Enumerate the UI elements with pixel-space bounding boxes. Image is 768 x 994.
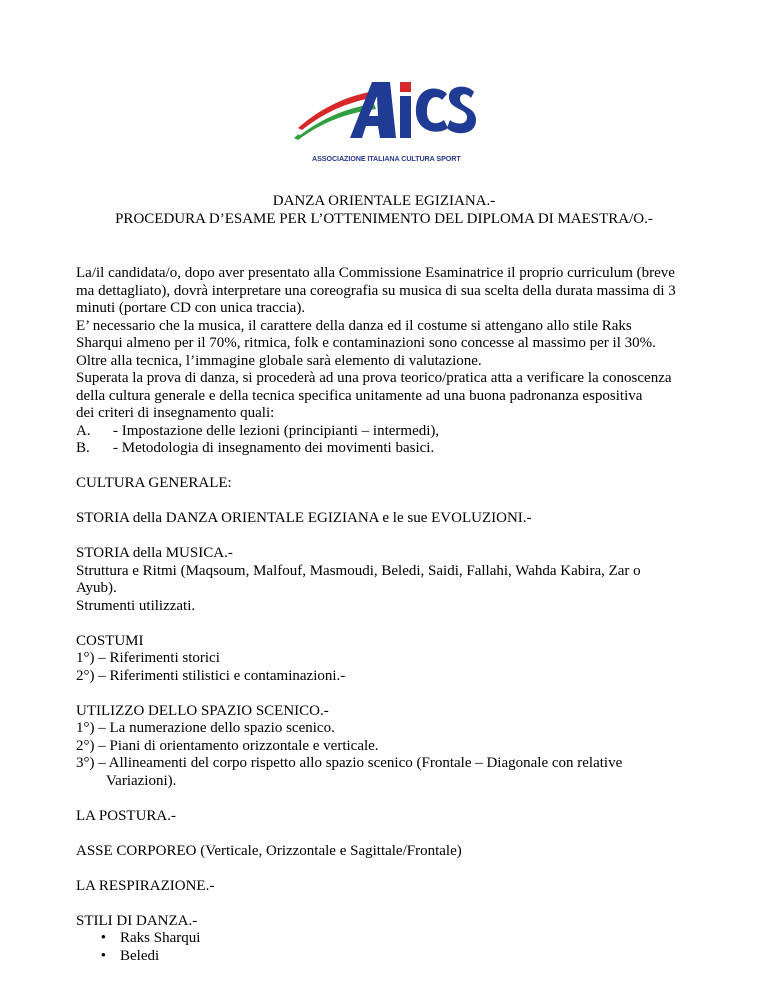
section-item-continuation: Variazioni). <box>106 772 177 789</box>
criteria-text: - Impostazione delle lezioni (principianti – intermedi), <box>113 422 440 439</box>
section-line: Struttura e Ritmi (Maqsoum, Malfouf, Masmoudi, Beledi, Saidi, Fallahi, Wahda Kabira, Zar o <box>76 562 641 579</box>
section-heading: UTILIZZO DELLO SPAZIO SCENICO.- <box>76 702 329 719</box>
criteria-label: B. <box>76 440 90 456</box>
list-item <box>76 930 716 948</box>
criteria-item <box>76 440 716 458</box>
section-heading: ASSE CORPOREO (Verticale, Orizzontale e Sagittale/Frontale) <box>76 842 462 859</box>
section-heading: LA POSTURA.- <box>76 807 177 824</box>
section-postura <box>76 808 716 826</box>
intro-line: Oltre alla tecnica, l’immagine globale sarà elemento di valutazione. <box>76 352 482 369</box>
section-spazio <box>76 703 716 791</box>
intro-line: della cultura generale e della tecnica specifica unitamente ad una buona padronanza espositiva <box>76 387 643 404</box>
document-body <box>76 265 716 965</box>
intro-line: E’ necessario che la musica, il carattere della danza ed il costume si attengano allo stile Raks <box>76 317 632 334</box>
section-item: 1°) – La numerazione dello spazio scenico. <box>76 720 335 736</box>
intro-line: Superata la prova di danza, si procederà ad una prova teorico/pratica atta a verificare la conoscenza <box>76 370 672 386</box>
section-heading: STILI DI DANZA.- <box>76 912 198 929</box>
intro-paragraph <box>76 265 716 458</box>
title-line-1: DANZA ORIENTALE EGIZIANA.- <box>272 193 496 209</box>
intro-line: ma dettagliato), dovrà interpretare una coreografia su musica di sua scelta della durata massima di 3 <box>76 282 676 299</box>
section-stili <box>76 913 716 966</box>
intro-line: Sharqui almeno per il 70%, ritmica, folk e contaminazioni sono concesse al massimo per il 30%. <box>76 335 656 351</box>
criteria-label: A. <box>76 422 91 439</box>
list-item <box>76 948 716 966</box>
logo-subtitle: ASSOCIAZIONE ITALIANA CULTURA SPORT <box>312 154 461 163</box>
bullet-icon: • <box>100 930 106 946</box>
section-item: 3°) – Allineamenti del corpo rispetto allo spazio scenico (Frontale – Diagonale con relative <box>76 755 623 771</box>
section-costumi <box>76 633 716 686</box>
aics-logo-graphic <box>292 78 476 148</box>
section-asse <box>76 843 716 861</box>
section-heading: STORIA della DANZA ORIENTALE EGIZIANA e le sue EVOLUZIONI.- <box>76 510 532 526</box>
stili-list <box>76 930 716 965</box>
section-storia-danza <box>76 510 716 528</box>
section-line: Ayub). <box>76 580 117 596</box>
title-line-2: PROCEDURA D’ESAME PER L’OTTENIMENTO DEL DIPLOMA DI MAESTRA/O.- <box>115 210 653 227</box>
aics-logo <box>292 78 476 164</box>
section-heading: LA RESPIRAZIONE.- <box>76 877 215 894</box>
section-heading: COSTUMI <box>76 632 144 649</box>
section-line: Strumenti utilizzati. <box>76 597 196 614</box>
list-item-text: Raks Sharqui <box>120 930 201 946</box>
document-title <box>0 193 768 228</box>
intro-line: La/il candidata/o, dopo aver presentato alla Commissione Esaminatrice il proprio curriculum (breve <box>76 265 675 281</box>
section-musica <box>76 545 716 615</box>
section-heading: CULTURA GENERALE: <box>76 475 232 491</box>
bullet-icon: • <box>100 947 106 964</box>
section-cultura <box>76 475 716 493</box>
section-item: 1°) – Riferimenti storici <box>76 650 220 666</box>
section-heading: STORIA della MUSICA.- <box>76 545 233 561</box>
section-respirazione <box>76 878 716 896</box>
section-item: 2°) – Riferimenti stilistici e contaminazioni.- <box>76 667 346 684</box>
criteria-item <box>76 423 716 441</box>
criteria-list <box>76 423 716 458</box>
intro-line: minuti (portare CD con unica traccia). <box>76 300 306 316</box>
list-item-text: Beledi <box>120 947 160 964</box>
criteria-text: - Metodologia di insegnamento dei movimenti basici. <box>113 440 435 456</box>
intro-line: dei criteri di insegnamento quali: <box>76 405 275 421</box>
section-item: 2°) – Piani di orientamento orizzontale e verticale. <box>76 737 379 754</box>
